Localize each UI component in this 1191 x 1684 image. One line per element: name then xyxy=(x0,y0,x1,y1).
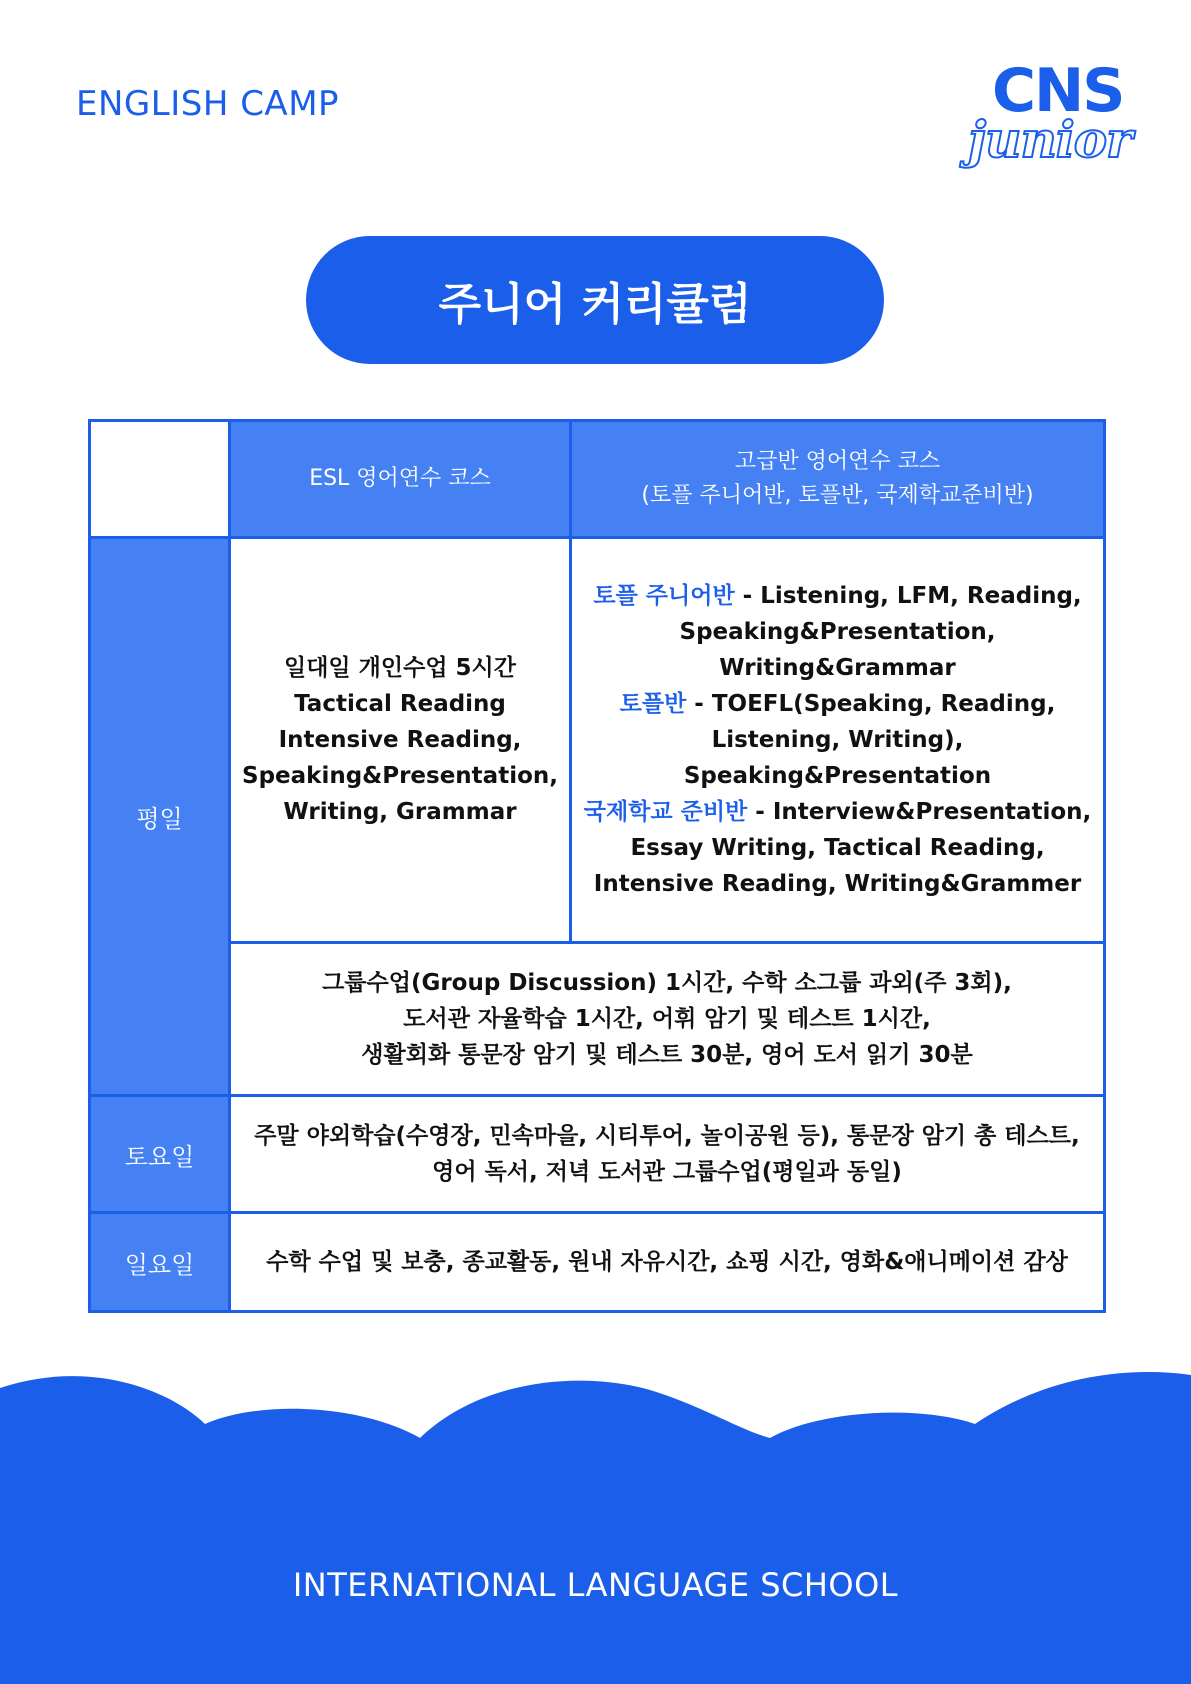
curriculum-table xyxy=(88,419,1106,1313)
weekday-common-row xyxy=(90,943,1105,1096)
sunday-line: 수학 수업 및 보충, 종교활동, 원내 자유시간, 쇼핑 시간, 영화&애니메이션 감상 xyxy=(266,1249,1068,1275)
cns-junior-logo xyxy=(968,56,1132,178)
footer-wave-background xyxy=(0,1360,1191,1684)
common-line: 도서관 자율학습 1시간, 어휘 암기 및 테스트 1시간, xyxy=(403,1006,931,1032)
curriculum-title-pill xyxy=(306,236,884,364)
toefl-junior-line3: Writing&Grammar xyxy=(719,655,956,681)
table-header-row xyxy=(90,421,1105,538)
weekday-row xyxy=(90,538,1105,943)
weekday-common-cell xyxy=(230,943,1105,1096)
esl-line: Tactical Reading xyxy=(294,691,506,717)
esl-line: Intensive Reading, xyxy=(278,727,522,753)
intl-school-line: 국제학교 준비반 - Interview&Presentation, xyxy=(583,799,1092,825)
esl-line: 일대일 개인수업 5시간 xyxy=(284,655,516,681)
toefl-line: 토플반 - TOEFL(Speaking, Reading, xyxy=(619,691,1056,717)
footer-title: INTERNATIONAL LANGUAGE SCHOOL xyxy=(292,1566,899,1604)
toefl-line3: Speaking&Presentation xyxy=(683,763,992,789)
curriculum-title: 주니어 커리큘럼 xyxy=(438,279,752,330)
toefl-label: 토플반 xyxy=(619,691,687,717)
header-title: ENGLISH CAMP xyxy=(76,84,340,124)
logo-cns-text: CNS xyxy=(992,56,1124,126)
sunday-label: 일요일 xyxy=(124,1250,195,1279)
intl-school-label: 국제학교 준비반 xyxy=(583,799,748,825)
saturday-row xyxy=(90,1096,1105,1213)
advanced-course-header xyxy=(571,421,1105,538)
esl-line: Speaking&Presentation, xyxy=(242,763,558,789)
logo-junior-text: junior xyxy=(968,110,1132,169)
weekday-label-cell xyxy=(90,538,230,1096)
saturday-label: 토요일 xyxy=(124,1142,195,1171)
saturday-content-cell xyxy=(230,1096,1105,1213)
saturday-line: 주말 야외학습(수영장, 민속마을, 시티투어, 놀이공원 등), 통문장 암기 총 테스트, xyxy=(254,1123,1080,1149)
sunday-content-cell xyxy=(230,1213,1105,1312)
saturday-label-cell xyxy=(90,1096,230,1213)
toefl-junior-line2: Speaking&Presentation, xyxy=(679,619,996,645)
weekday-label: 평일 xyxy=(136,805,183,833)
advanced-header-line1: 고급반 영어연수 코스 xyxy=(734,449,941,474)
empty-corner-cell xyxy=(90,421,230,538)
toefl-junior-line: 토플 주니어반 - Listening, LFM, Reading, xyxy=(593,583,1082,609)
sunday-row xyxy=(90,1213,1105,1312)
toefl-line2: Listening, Writing), xyxy=(711,727,964,753)
weekday-advanced-cell xyxy=(571,538,1105,943)
common-line: 생활회화 통문장 암기 및 테스트 30분, 영어 도서 읽기 30분 xyxy=(361,1042,973,1068)
saturday-line: 영어 독서, 저녁 도서관 그룹수업(평일과 동일) xyxy=(432,1159,902,1185)
esl-line: Writing, Grammar xyxy=(283,799,517,825)
intl-school-line2: Essay Writing, Tactical Reading, xyxy=(630,835,1045,861)
intl-school-line3: Intensive Reading, Writing&Grammer xyxy=(593,871,1082,897)
esl-course-header: ESL 영어연수 코스 xyxy=(230,421,571,538)
toefl-junior-label: 토플 주니어반 xyxy=(593,583,735,609)
common-line: 그룹수업(Group Discussion) 1시간, 수학 소그룹 과외(주 3회), xyxy=(322,970,1012,996)
weekday-esl-cell xyxy=(230,538,571,943)
advanced-header-line2: (토플 주니어반, 토플반, 국제학교준비반) xyxy=(641,483,1034,508)
sunday-label-cell xyxy=(90,1213,230,1312)
